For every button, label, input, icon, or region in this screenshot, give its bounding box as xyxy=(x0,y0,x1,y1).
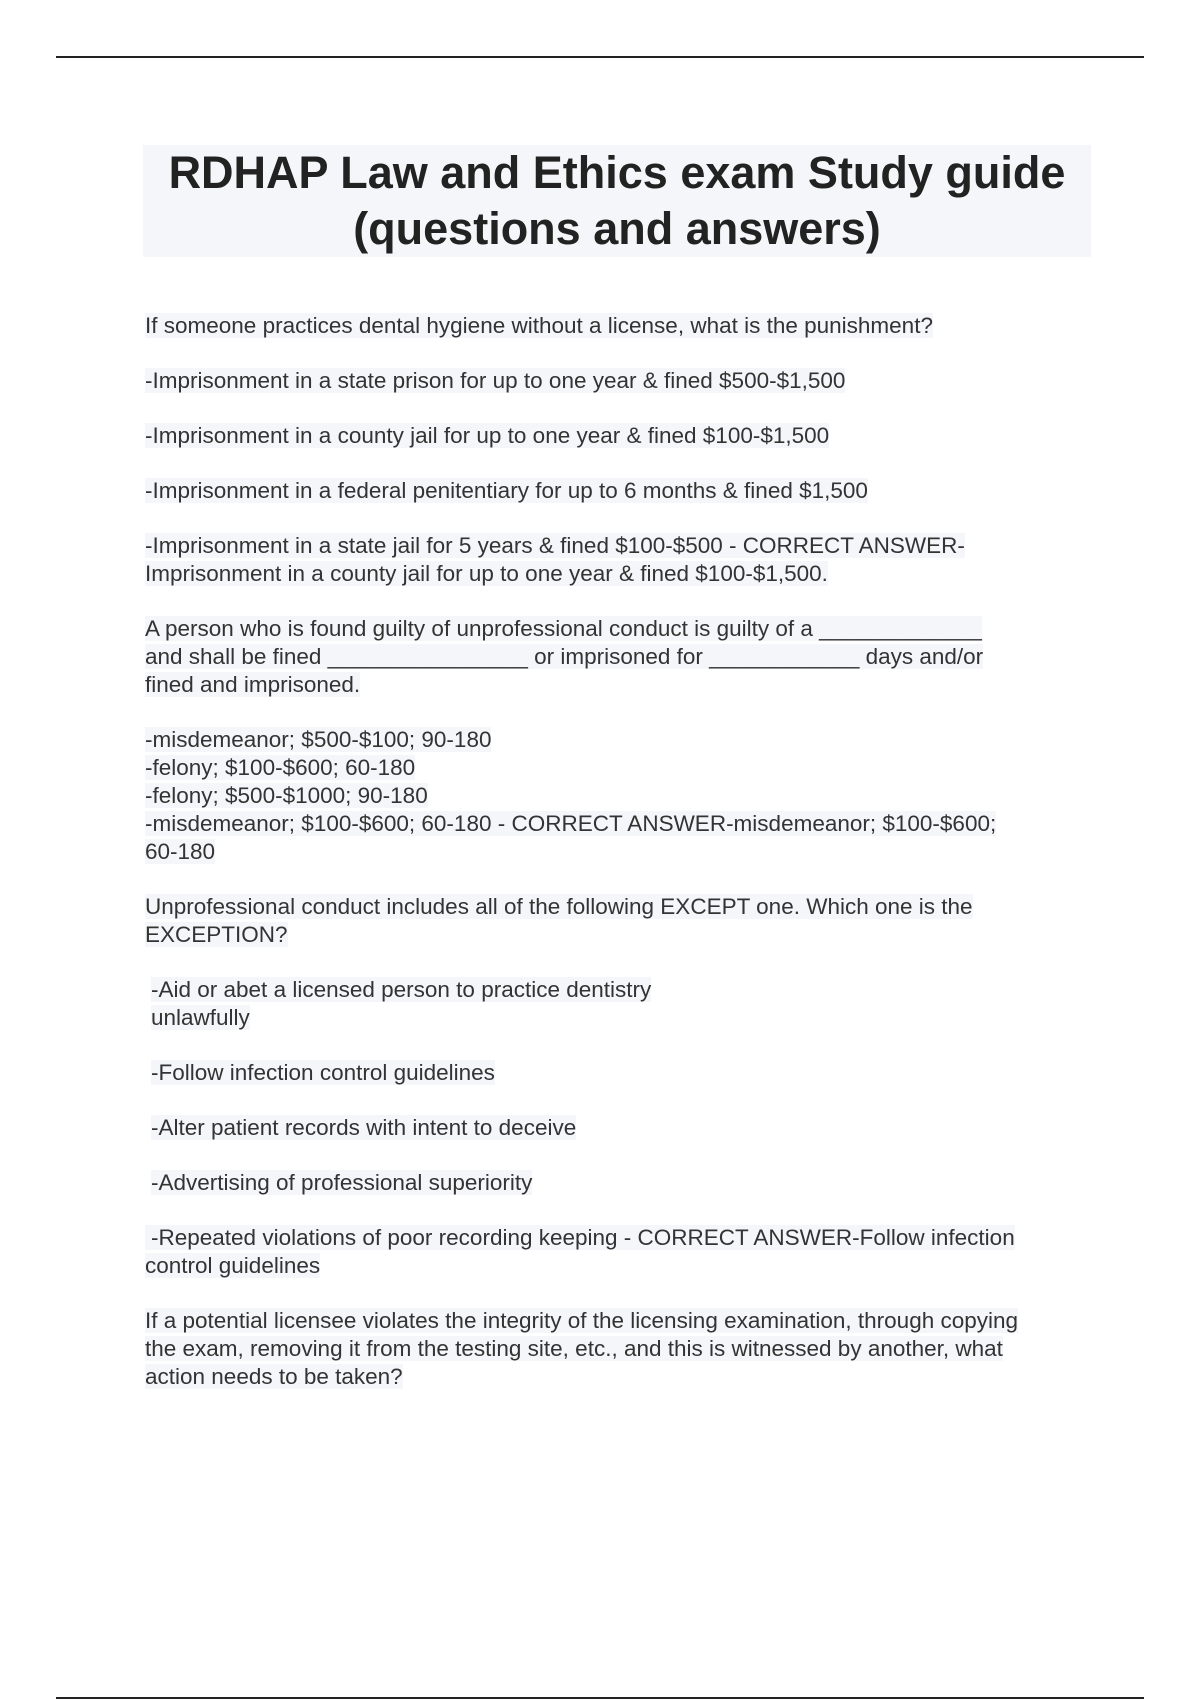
answer-option xyxy=(145,1059,1090,1087)
question-text: EXCEPTION? xyxy=(145,922,288,947)
option-text: -Follow infection control guidelines xyxy=(151,1060,495,1085)
question-4 xyxy=(145,1307,1090,1391)
option-text: unlawfully xyxy=(151,1005,250,1030)
title-block xyxy=(143,145,1091,257)
correct-answer-text: 60-180 xyxy=(145,839,216,864)
option-text: -Imprisonment in a county jail for up to one year & fined $100-$1,500 xyxy=(145,423,830,448)
option-text: -Alter patient records with intent to deceive xyxy=(151,1115,577,1140)
question-text: A person who is found guilty of unprofessional conduct is guilty of a _____________ xyxy=(145,616,982,641)
option-text: -Imprisonment in a federal penitentiary for up to 6 months & fined $1,500 xyxy=(145,478,868,503)
option-text: -felony; $500-$1000; 90-180 xyxy=(145,783,428,808)
option-text: -misdemeanor; $500-$100; 90-180 xyxy=(145,727,492,752)
document-title: RDHAP Law and Ethics exam Study guide (questions and answers) xyxy=(168,147,1066,254)
correct-answer-text: control guidelines xyxy=(145,1253,321,1278)
answer-option xyxy=(145,477,1090,505)
document-body xyxy=(145,312,1090,1391)
answer-option xyxy=(145,976,1090,1032)
question-text: If a potential licensee violates the integrity of the licensing examination, through copying xyxy=(145,1308,1019,1333)
answer-option xyxy=(145,367,1090,395)
answer-options-list xyxy=(145,726,1090,866)
question-1 xyxy=(145,312,1090,340)
question-3 xyxy=(145,893,1090,949)
answer-option xyxy=(145,1114,1090,1142)
question-text: and shall be fined ________________ or imprisoned for ____________ days and/or xyxy=(145,644,984,669)
answer-option xyxy=(145,1169,1090,1197)
question-text: Unprofessional conduct includes all of the following EXCEPT one. Which one is the xyxy=(145,894,973,919)
option-text: -Aid or abet a licensed person to practice dentistry xyxy=(151,977,652,1002)
question-text: fined and imprisoned. xyxy=(145,672,361,697)
option-text: -Repeated violations of poor recording keeping - CORRECT ANSWER-Follow infection xyxy=(145,1225,1015,1250)
option-text: -Advertising of professional superiority xyxy=(151,1170,533,1195)
option-text: -Imprisonment in a state jail for 5 years & fined $100-$500 - CORRECT ANSWER- xyxy=(145,533,965,558)
question-text: If someone practices dental hygiene without a license, what is the punishment? xyxy=(145,313,933,338)
option-text: -misdemeanor; $100-$600; 60-180 - CORRECT ANSWER-misdemeanor; $100-$600; xyxy=(145,811,997,836)
question-text: the exam, removing it from the testing site, etc., and this is witnessed by another, what xyxy=(145,1336,1003,1361)
option-text: -Imprisonment in a state prison for up to one year & fined $500-$1,500 xyxy=(145,368,846,393)
answer-option xyxy=(145,422,1090,450)
answer-option-with-correct-answer xyxy=(145,532,1090,588)
bottom-rule xyxy=(56,1697,1144,1699)
top-rule xyxy=(56,56,1144,58)
correct-answer-text: Imprisonment in a county jail for up to one year & fined $100-$1,500. xyxy=(145,561,828,586)
question-2 xyxy=(145,615,1090,699)
option-text: -felony; $100-$600; 60-180 xyxy=(145,755,416,780)
question-text: action needs to be taken? xyxy=(145,1364,403,1389)
answer-option-with-correct-answer xyxy=(145,1224,1090,1280)
